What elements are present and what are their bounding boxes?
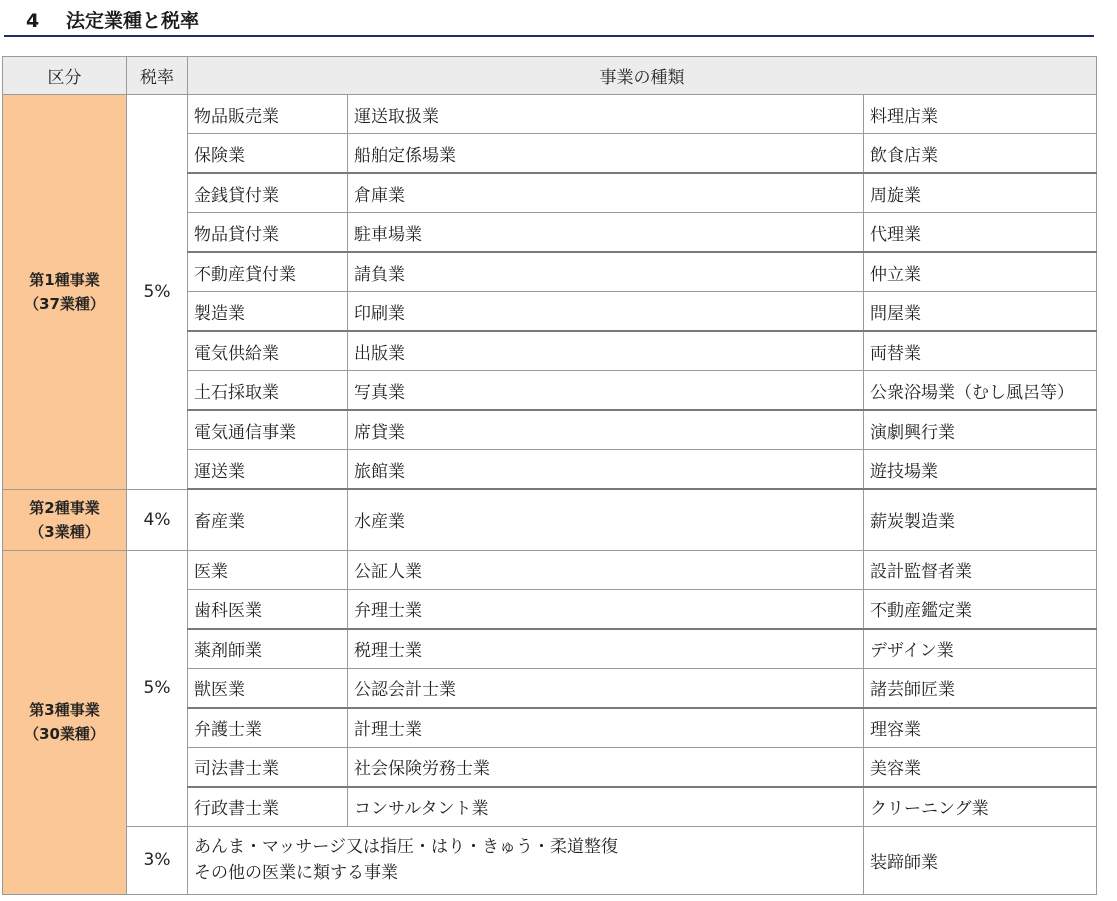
- table-row: [3, 95, 1097, 134]
- header-kubun: 区分: [3, 57, 127, 95]
- cat3-label: [3, 550, 127, 894]
- business-type-cell: 不動産鑑定業: [864, 589, 1097, 629]
- business-type-cell: 駐車場業: [348, 213, 864, 253]
- cat3-name: 第3種事業: [29, 701, 100, 719]
- table-header-row: [3, 57, 1097, 95]
- tax-rate-table: [2, 56, 1097, 895]
- business-type-cell: 社会保険労務士業: [348, 747, 864, 787]
- section-heading: [26, 6, 199, 33]
- business-type-cell: 理容業: [864, 708, 1097, 748]
- business-type-cell: 獣医業: [188, 668, 348, 708]
- business-type-cell: 薬剤師業: [188, 629, 348, 669]
- business-type-cell: 税理士業: [348, 629, 864, 669]
- business-type-cell: 畜産業: [188, 489, 348, 550]
- business-type-cell: 保険業: [188, 134, 348, 174]
- cat2-label: [3, 489, 127, 550]
- cat3-rate: 5%: [127, 550, 188, 826]
- business-type-cell: 公証人業: [348, 550, 864, 589]
- cat3-rate-special: 3%: [127, 826, 188, 894]
- cat2-count: （3業種）: [29, 522, 100, 541]
- business-type-cell: 問屋業: [864, 292, 1097, 332]
- business-type-cell: 土石採取業: [188, 371, 348, 411]
- business-type-cell: 請負業: [348, 252, 864, 292]
- business-type-cell: デザイン業: [864, 629, 1097, 669]
- business-type-cell: 計理士業: [348, 708, 864, 748]
- business-type-cell: 不動産貸付業: [188, 252, 348, 292]
- special-line-1: あんま・マッサージ又は指圧・はり・きゅう・柔道整復: [194, 837, 618, 857]
- business-type-cell: 運送取扱業: [348, 95, 864, 134]
- header-rate: 税率: [127, 57, 188, 95]
- business-type-cell: 装蹄師業: [864, 826, 1097, 894]
- business-type-cell: 設計監督者業: [864, 550, 1097, 589]
- table-row: [3, 550, 1097, 589]
- business-type-cell: 物品販売業: [188, 95, 348, 134]
- business-type-cell: 弁理士業: [348, 589, 864, 629]
- business-type-cell: 演劇興行業: [864, 410, 1097, 450]
- business-type-cell: 仲立業: [864, 252, 1097, 292]
- business-type-cell: 美容業: [864, 747, 1097, 787]
- business-type-cell: 旅館業: [348, 450, 864, 490]
- business-type-cell: クリーニング業: [864, 787, 1097, 827]
- cat3-count: （30業種）: [24, 725, 105, 743]
- table-row: [3, 826, 1097, 894]
- cat2-rate: 4%: [127, 489, 188, 550]
- business-type-cell: 製造業: [188, 292, 348, 332]
- business-type-cell: 弁護士業: [188, 708, 348, 748]
- business-type-cell: 金銭貸付業: [188, 173, 348, 213]
- business-type-cell: 代理業: [864, 213, 1097, 253]
- business-type-cell: 料理店業: [864, 95, 1097, 134]
- table-row: [3, 489, 1097, 550]
- section-number: 4: [26, 10, 40, 32]
- heading-underline: [4, 35, 1094, 37]
- business-type-cell: 医業: [188, 550, 348, 589]
- special-line-2: その他の医業に類する事業: [194, 863, 398, 883]
- business-type-cell: 席貸業: [348, 410, 864, 450]
- business-type-cell: 電気供給業: [188, 331, 348, 371]
- business-type-cell: 印刷業: [348, 292, 864, 332]
- business-type-cell: 公認会計士業: [348, 668, 864, 708]
- section-title: 法定業種と税率: [66, 10, 200, 32]
- header-business-types: 事業の種類: [188, 57, 1097, 95]
- cat1-count: （37業種）: [24, 294, 105, 313]
- business-type-cell: 水産業: [348, 489, 864, 550]
- business-type-cell: 行政書士業: [188, 787, 348, 827]
- business-type-cell: 写真業: [348, 371, 864, 411]
- cat2-name: 第2種事業: [29, 498, 100, 517]
- cat1-name: 第1種事業: [29, 270, 100, 289]
- business-type-cell: 出版業: [348, 331, 864, 371]
- business-type-cell: 飲食店業: [864, 134, 1097, 174]
- business-type-cell: 両替業: [864, 331, 1097, 371]
- business-type-cell: 歯科医業: [188, 589, 348, 629]
- business-type-cell: 電気通信事業: [188, 410, 348, 450]
- business-type-cell: 運送業: [188, 450, 348, 490]
- business-type-cell: 司法書士業: [188, 747, 348, 787]
- business-type-cell: 物品貸付業: [188, 213, 348, 253]
- business-type-cell: 倉庫業: [348, 173, 864, 213]
- special-business-cell: [188, 826, 864, 894]
- business-type-cell: 船舶定係場業: [348, 134, 864, 174]
- business-type-cell: 諸芸師匠業: [864, 668, 1097, 708]
- business-type-cell: 薪炭製造業: [864, 489, 1097, 550]
- business-type-cell: 公衆浴場業（むし風呂等）: [864, 371, 1097, 411]
- business-type-cell: コンサルタント業: [348, 787, 864, 827]
- cat1-label: [3, 95, 127, 490]
- table-body: [3, 95, 1097, 895]
- cat1-rate: 5%: [127, 95, 188, 490]
- business-type-cell: 遊技場業: [864, 450, 1097, 490]
- business-type-cell: 周旋業: [864, 173, 1097, 213]
